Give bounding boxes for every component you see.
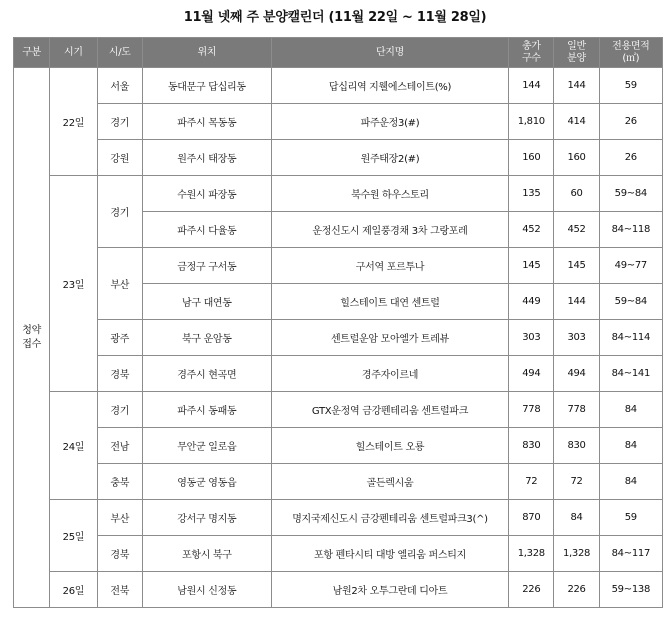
complex-cell: 북수원 하우스토리 xyxy=(271,176,508,212)
general-sale-cell: 1,328 xyxy=(554,536,599,572)
general-sale-cell: 72 xyxy=(554,464,599,500)
header-category: 구분 xyxy=(14,38,50,68)
day-cell: 26일 xyxy=(50,572,97,608)
calendar-title: 11월 넷째 주 분양캘린더 (11월 22일 ~ 11월 28일) xyxy=(183,10,487,25)
total-units-cell: 303 xyxy=(509,320,554,356)
table-row xyxy=(14,320,663,356)
area-cell: 26 xyxy=(599,140,662,176)
area-cell: 59 xyxy=(599,68,662,104)
general-sale-cell: 414 xyxy=(554,104,599,140)
area-cell: 84 xyxy=(599,428,662,464)
area-cell: 26 xyxy=(599,104,662,140)
general-sale-cell: 144 xyxy=(554,68,599,104)
total-units-cell: 144 xyxy=(509,68,554,104)
complex-cell: 힐스테이트 오룡 xyxy=(271,428,508,464)
total-units-cell: 452 xyxy=(509,212,554,248)
general-sale-cell: 84 xyxy=(554,500,599,536)
table-row xyxy=(14,572,663,608)
total-units-cell: 830 xyxy=(509,428,554,464)
complex-cell: 경주자이르네 xyxy=(271,356,508,392)
day-cell: 24일 xyxy=(50,392,97,500)
location-cell: 북구 운암동 xyxy=(142,320,271,356)
complex-cell: 포항 펜타시티 대방 엘리움 퍼스티지 xyxy=(271,536,508,572)
area-cell: 84 xyxy=(599,392,662,428)
complex-cell: 파주운정3(#) xyxy=(271,104,508,140)
total-units-cell: 494 xyxy=(509,356,554,392)
table-row xyxy=(14,500,663,536)
area-cell: 84~117 xyxy=(599,536,662,572)
complex-cell: 남원2차 오투그란데 디아트 xyxy=(271,572,508,608)
total-units-cell: 870 xyxy=(509,500,554,536)
location-cell: 파주시 목동동 xyxy=(142,104,271,140)
table-row xyxy=(14,464,663,500)
total-units-cell: 1,328 xyxy=(509,536,554,572)
complex-cell: 원주태장2(#) xyxy=(271,140,508,176)
area-cell: 84~114 xyxy=(599,320,662,356)
area-cell: 59~138 xyxy=(599,572,662,608)
header-timing: 시기 xyxy=(50,38,97,68)
location-cell: 원주시 태장동 xyxy=(142,140,271,176)
header-location: 위치 xyxy=(142,38,271,68)
table-row xyxy=(14,428,663,464)
complex-cell: 답십리역 지웰에스테이트(%) xyxy=(271,68,508,104)
location-cell: 수원시 파장동 xyxy=(142,176,271,212)
total-units-cell: 145 xyxy=(509,248,554,284)
location-cell: 경주시 현곡면 xyxy=(142,356,271,392)
location-cell: 무안군 일로읍 xyxy=(142,428,271,464)
general-sale-cell: 160 xyxy=(554,140,599,176)
region-cell: 경기 xyxy=(97,104,142,140)
day-cell: 23일 xyxy=(50,176,97,392)
location-cell: 포항시 북구 xyxy=(142,536,271,572)
region-cell: 부산 xyxy=(97,500,142,536)
general-sale-cell: 303 xyxy=(554,320,599,356)
region-cell: 전남 xyxy=(97,428,142,464)
region-cell: 전북 xyxy=(97,572,142,608)
category-cell: 청약 접수 xyxy=(14,68,50,608)
table-row xyxy=(14,536,663,572)
table-row xyxy=(14,176,663,212)
day-cell: 22일 xyxy=(50,68,97,176)
region-cell: 경북 xyxy=(97,356,142,392)
total-units-cell: 72 xyxy=(509,464,554,500)
location-cell: 파주시 동패동 xyxy=(142,392,271,428)
location-cell: 파주시 다율동 xyxy=(142,212,271,248)
general-sale-cell: 145 xyxy=(554,248,599,284)
complex-cell: GTX운정역 금강펜테리움 센트럴파크 xyxy=(271,392,508,428)
complex-cell: 구서역 포르투나 xyxy=(271,248,508,284)
table-row xyxy=(14,356,663,392)
location-cell: 동대문구 답십리동 xyxy=(142,68,271,104)
total-units-cell: 778 xyxy=(509,392,554,428)
region-cell: 강원 xyxy=(97,140,142,176)
header-complex: 단지명 xyxy=(271,38,508,68)
general-sale-cell: 494 xyxy=(554,356,599,392)
area-cell: 84~141 xyxy=(599,356,662,392)
table-row xyxy=(14,104,663,140)
location-cell: 영동군 영동읍 xyxy=(142,464,271,500)
region-cell: 경기 xyxy=(97,176,142,248)
header-row xyxy=(14,38,663,68)
header-region: 시/도 xyxy=(97,38,142,68)
region-cell: 충북 xyxy=(97,464,142,500)
complex-cell: 센트럴운암 모아엘가 트레뷰 xyxy=(271,320,508,356)
total-units-cell: 226 xyxy=(509,572,554,608)
region-cell: 광주 xyxy=(97,320,142,356)
general-sale-cell: 226 xyxy=(554,572,599,608)
total-units-cell: 160 xyxy=(509,140,554,176)
region-cell: 서울 xyxy=(97,68,142,104)
area-cell: 59~84 xyxy=(599,176,662,212)
complex-cell: 명지국제신도시 금강펜테리움 센트럴파크3(^) xyxy=(271,500,508,536)
region-cell: 경기 xyxy=(97,392,142,428)
region-cell: 부산 xyxy=(97,248,142,320)
location-cell: 남원시 신정동 xyxy=(142,572,271,608)
location-cell: 강서구 명지동 xyxy=(142,500,271,536)
table-row xyxy=(14,140,663,176)
table-row xyxy=(14,68,663,104)
total-units-cell: 449 xyxy=(509,284,554,320)
header-general-sale: 일반 분양 xyxy=(554,38,599,68)
region-cell: 경북 xyxy=(97,536,142,572)
complex-cell: 골든렉시움 xyxy=(271,464,508,500)
area-cell: 49~77 xyxy=(599,248,662,284)
general-sale-cell: 452 xyxy=(554,212,599,248)
area-cell: 84 xyxy=(599,464,662,500)
table-row xyxy=(14,248,663,284)
total-units-cell: 135 xyxy=(509,176,554,212)
total-units-cell: 1,810 xyxy=(509,104,554,140)
general-sale-cell: 60 xyxy=(554,176,599,212)
header-exclusive-area: 전용면적 (㎡) xyxy=(599,38,662,68)
general-sale-cell: 144 xyxy=(554,284,599,320)
sales-calendar-table xyxy=(13,37,663,608)
area-cell: 84~118 xyxy=(599,212,662,248)
general-sale-cell: 778 xyxy=(554,392,599,428)
complex-cell: 힐스테이트 대연 센트럴 xyxy=(271,284,508,320)
location-cell: 남구 대연동 xyxy=(142,284,271,320)
area-cell: 59 xyxy=(599,500,662,536)
day-cell: 25일 xyxy=(50,500,97,572)
header-total-units: 총가 구수 xyxy=(509,38,554,68)
area-cell: 59~84 xyxy=(599,284,662,320)
general-sale-cell: 830 xyxy=(554,428,599,464)
location-cell: 금정구 구서동 xyxy=(142,248,271,284)
complex-cell: 운정신도시 제일풍경채 3차 그랑포레 xyxy=(271,212,508,248)
table-row xyxy=(14,392,663,428)
